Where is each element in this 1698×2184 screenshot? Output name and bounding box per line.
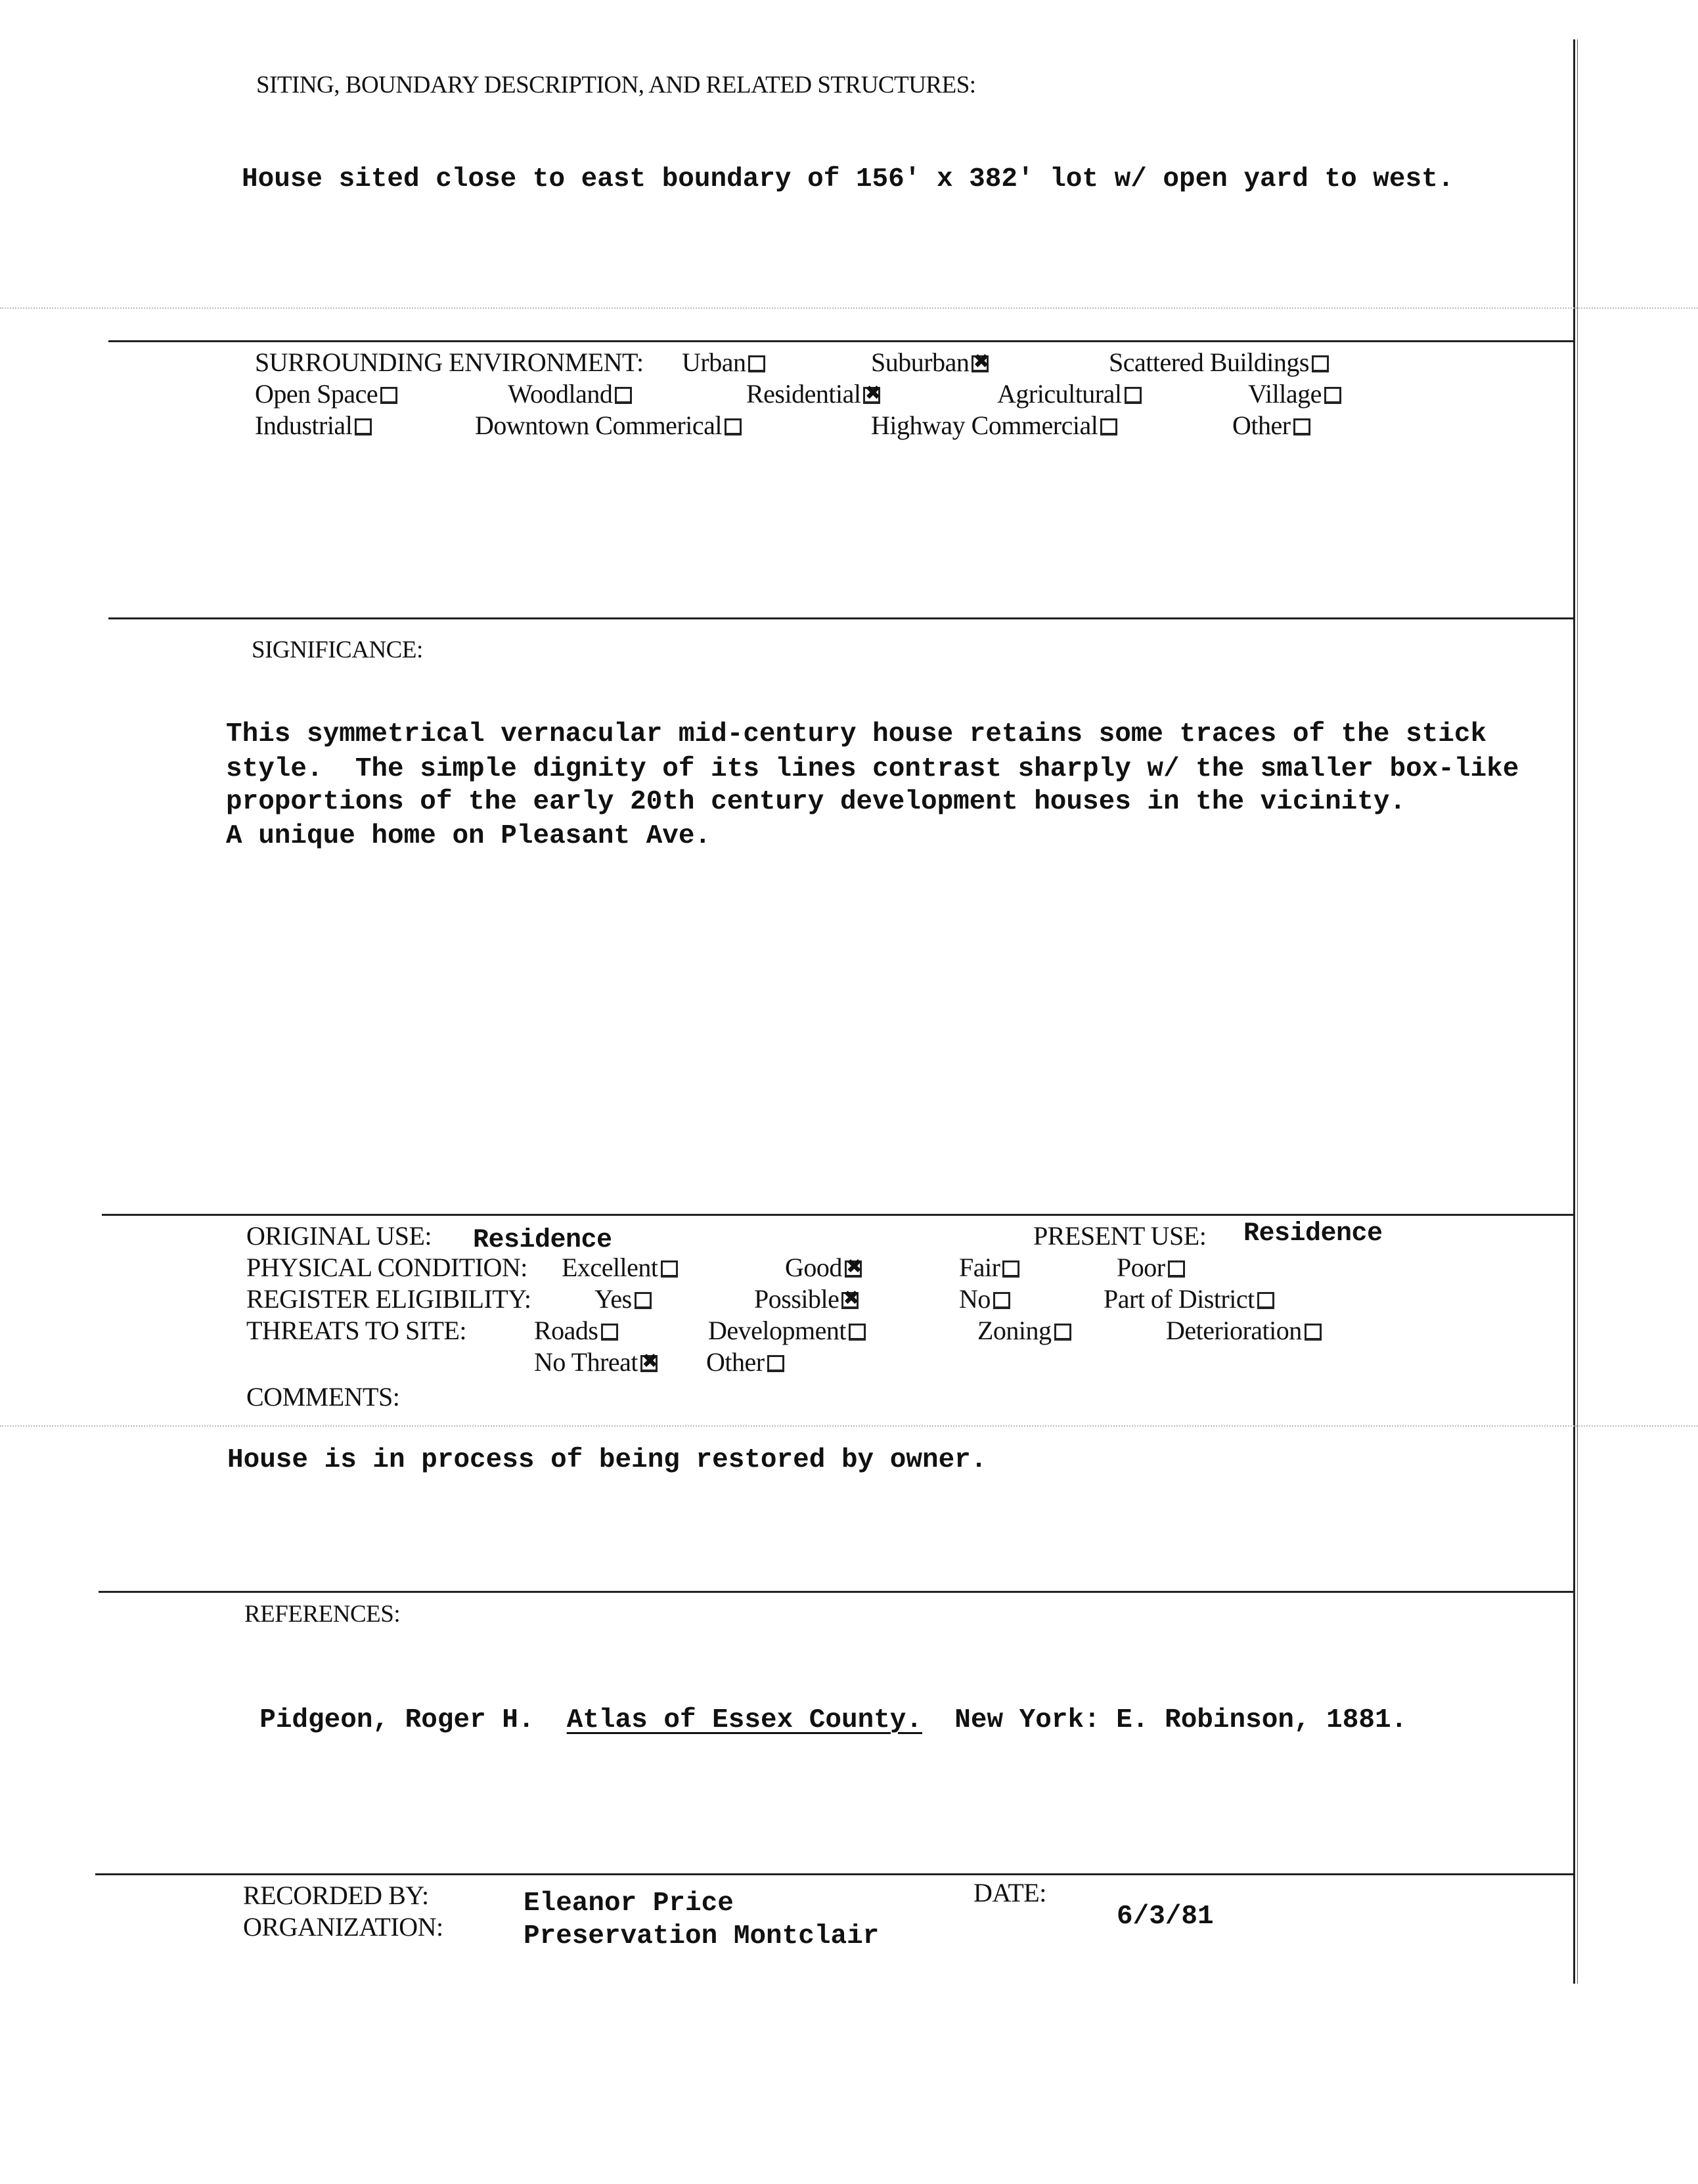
option-label: Good (785, 1253, 842, 1282)
checkbox[interactable] (355, 418, 372, 435)
significance-line: This symmetrical vernacular mid-century house retains some traces of the stick (226, 719, 1487, 749)
option-label: Roads (534, 1316, 598, 1345)
checkbox[interactable] (635, 1292, 652, 1309)
right-border-inner (1577, 39, 1578, 1984)
eligibility-option-no[interactable] (959, 1283, 1013, 1314)
threat-option-zoning[interactable] (977, 1315, 1074, 1346)
env-option-suburban[interactable] (871, 347, 991, 378)
checkbox[interactable] (1312, 355, 1329, 372)
env-option-other[interactable] (1232, 410, 1313, 441)
reference-publisher: New York: E. Robinson, 1881. (954, 1705, 1408, 1735)
env-option-residential[interactable] (746, 378, 883, 409)
checkbox[interactable] (1324, 387, 1341, 404)
option-label: Industrial (255, 411, 353, 440)
reference-title: Atlas of Essex County. (566, 1705, 923, 1735)
env-option-downtown-commercial[interactable] (475, 410, 744, 441)
section-divider (108, 617, 1573, 619)
checkbox[interactable] (725, 418, 742, 435)
option-label: Agricultural (997, 379, 1122, 409)
env-option-open-space[interactable] (255, 378, 400, 409)
checkbox[interactable] (1293, 418, 1310, 435)
eligibility-option-part-of-district[interactable] (1104, 1283, 1277, 1314)
organization-label: ORGANIZATION: (243, 1912, 443, 1942)
eligibility-option-yes[interactable] (594, 1283, 654, 1314)
option-label: Part of District (1104, 1284, 1255, 1314)
significance-line: style. The simple dignity of its lines contrast sharply w/ the smaller box-like (226, 754, 1519, 784)
right-border (1573, 39, 1575, 1984)
checkbox[interactable] (849, 1324, 866, 1341)
date-value: 6/3/81 (1117, 1902, 1214, 1932)
checkbox-checked[interactable] (972, 355, 989, 372)
checkbox[interactable] (1002, 1260, 1019, 1278)
threat-option-development[interactable] (708, 1315, 868, 1346)
significance-line: proportions of the early 20th century development houses in the vicinity. (226, 787, 1406, 817)
option-label: Suburban (871, 347, 970, 377)
present-use-value: Residence (1243, 1219, 1383, 1249)
reference-author: Pidgeon, Roger H. (259, 1705, 535, 1735)
checkbox-checked[interactable] (863, 387, 880, 404)
recorded-by-value: Eleanor Price (524, 1888, 734, 1919)
checkbox[interactable] (1305, 1324, 1322, 1341)
option-label: Woodland (508, 379, 613, 409)
comments-label: COMMENTS: (246, 1382, 400, 1412)
checkbox[interactable] (615, 387, 632, 404)
section-divider (108, 340, 1573, 342)
original-use-label: ORIGINAL USE: (246, 1221, 432, 1251)
comments-text: House is in process of being restored by owner. (227, 1445, 987, 1475)
checkbox[interactable] (1100, 418, 1117, 435)
option-label: Highway Commercial (871, 411, 1098, 440)
option-label: Other (706, 1347, 765, 1377)
checkbox-checked[interactable] (640, 1355, 658, 1372)
condition-option-fair[interactable] (959, 1252, 1022, 1283)
checkbox[interactable] (661, 1260, 678, 1278)
option-label: Deterioration (1166, 1316, 1302, 1345)
threat-option-roads[interactable] (534, 1315, 621, 1346)
significance-label: SIGNIFICANCE: (252, 636, 423, 663)
references-label: REFERENCES: (244, 1601, 401, 1628)
checkbox[interactable] (1125, 387, 1142, 404)
checkbox[interactable] (380, 387, 397, 404)
option-label: Residential (746, 379, 861, 409)
checkbox[interactable] (767, 1355, 784, 1372)
section-divider (95, 1873, 1573, 1875)
section-divider (99, 1591, 1573, 1593)
threat-option-deterioration[interactable] (1166, 1315, 1324, 1346)
option-label: Poor (1117, 1253, 1165, 1282)
checkbox[interactable] (1257, 1292, 1274, 1309)
env-option-woodland[interactable] (508, 378, 635, 409)
checkbox[interactable] (1168, 1260, 1185, 1278)
option-label: Excellent (562, 1253, 658, 1282)
threat-option-other[interactable] (706, 1347, 787, 1377)
option-label: Yes (594, 1284, 632, 1314)
option-label: Zoning (977, 1316, 1052, 1345)
checkbox-checked[interactable] (841, 1292, 859, 1309)
option-label: Downtown Commerical (475, 411, 722, 440)
siting-text: House sited close to east boundary of 156' x 382' lot w/ open yard to west. (242, 164, 1454, 194)
option-label: Scattered Buildings (1109, 347, 1309, 377)
section-divider (102, 1214, 1573, 1216)
organization-value: Preservation Montclair (524, 1921, 880, 1951)
env-option-village[interactable] (1248, 378, 1344, 409)
env-option-agricultural[interactable] (997, 378, 1144, 409)
option-label: Development (708, 1316, 846, 1345)
option-label: Open Space (255, 379, 378, 409)
reference-entry (227, 1675, 1407, 1735)
option-label: Other (1232, 411, 1291, 440)
env-option-scattered-buildings[interactable] (1109, 347, 1331, 378)
option-label: Village (1248, 379, 1322, 409)
register-eligibility-label: REGISTER ELIGIBILITY: (246, 1284, 531, 1314)
option-label: No Threat (534, 1347, 638, 1377)
dotted-divider (0, 307, 1698, 309)
option-label: Fair (959, 1253, 1000, 1282)
env-option-urban[interactable] (682, 347, 768, 378)
option-label: No (959, 1284, 991, 1314)
checkbox[interactable] (601, 1324, 618, 1341)
option-label: Possible (754, 1284, 839, 1314)
environment-section (255, 347, 1503, 445)
condition-option-excellent[interactable] (562, 1252, 681, 1283)
condition-option-poor[interactable] (1117, 1252, 1188, 1283)
environment-label: SURROUNDING ENVIRONMENT: (255, 347, 644, 377)
dotted-divider (0, 1425, 1698, 1427)
eligibility-option-possible[interactable] (754, 1283, 861, 1314)
siting-label: SITING, BOUNDARY DESCRIPTION, AND RELATED STRUCTURES: (256, 72, 976, 99)
physical-condition-label: PHYSICAL CONDITION: (246, 1253, 527, 1282)
option-label: Urban (682, 347, 746, 377)
env-option-industrial[interactable] (255, 410, 374, 441)
status-section (246, 1220, 1560, 1417)
present-use-label: PRESENT USE: (1033, 1221, 1207, 1251)
checkbox[interactable] (1054, 1324, 1071, 1341)
date-label: DATE: (973, 1878, 1046, 1907)
recorded-by-label: RECORDED BY: (243, 1881, 429, 1910)
original-use-value: Residence (473, 1226, 612, 1255)
condition-option-good[interactable] (785, 1252, 864, 1283)
threats-label: THREATS TO SITE: (246, 1316, 466, 1345)
threat-option-no-threat[interactable] (534, 1347, 660, 1377)
checkbox[interactable] (748, 355, 765, 372)
significance-line: A unique home on Pleasant Ave. (226, 821, 711, 851)
checkbox[interactable] (993, 1292, 1010, 1309)
checkbox-checked[interactable] (845, 1260, 862, 1278)
env-option-highway-commercial[interactable] (871, 410, 1120, 441)
